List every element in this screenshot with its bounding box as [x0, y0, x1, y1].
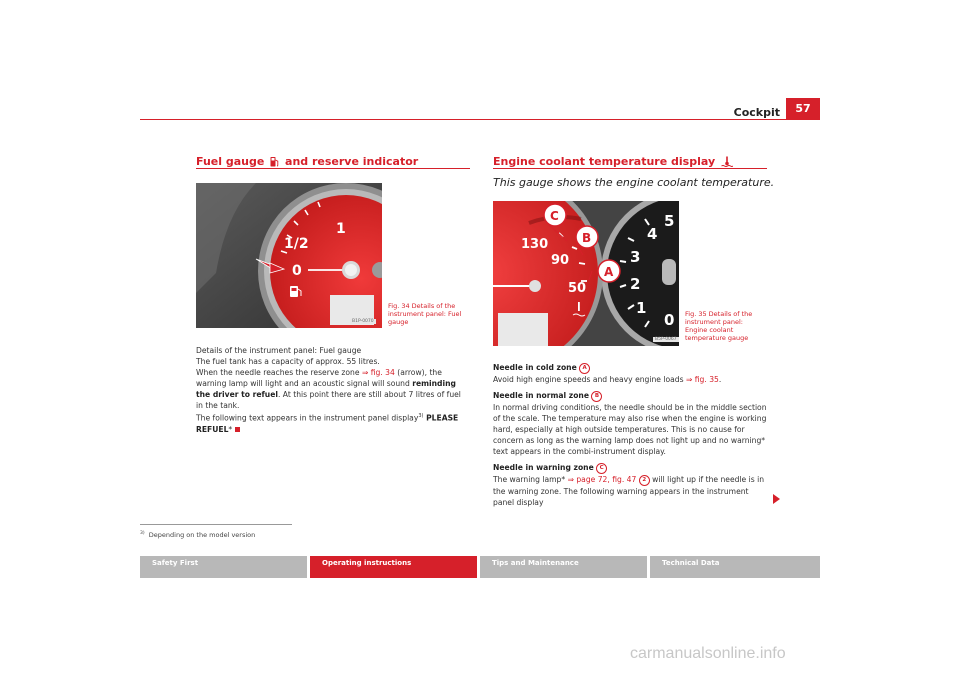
gauge-label-half: 1/2 [284, 236, 309, 252]
marker-2: 2 [639, 475, 650, 486]
cold-zone-text: Avoid high engine speeds and heavy engine loads ⇒ fig. 35. [493, 375, 722, 384]
callout-a: A [604, 265, 614, 279]
coolant-lead: This gauge shows the engine coolant temperature. [493, 176, 775, 189]
gauge-label-empty: 0 [292, 263, 302, 279]
page72-link[interactable]: ⇒ page 72, fig. 47 [567, 475, 637, 484]
temp-label-130: 130 [521, 237, 549, 252]
temp-label-50: 50 [568, 281, 587, 296]
rpm-label-5: 5 [664, 212, 675, 230]
fuel-heading-text-1: Fuel gauge [196, 155, 265, 168]
figure-image-code: B1P-0070 [352, 319, 374, 324]
temp-label-90: 90 [551, 253, 570, 268]
section-end-marker [235, 427, 240, 432]
rpm-label-0: 0 [664, 311, 675, 329]
cold-zone-heading: Needle in cold zone A [493, 362, 769, 374]
watermark: carmanualsonline.info [630, 645, 786, 662]
marker-a: A [579, 363, 590, 374]
fuel-gauge-figure [196, 183, 382, 328]
bottom-nav [140, 556, 820, 578]
callout-c: C [550, 209, 559, 223]
fuel-heading-rule [196, 168, 470, 169]
footnote: $^{3)}$ Depending on the model version [140, 531, 256, 540]
coolant-gauge-figure [493, 201, 679, 346]
fuel-paragraph: Details of the instrument panel: Fuel gauge [196, 346, 362, 355]
nav-tips-maintenance[interactable]: Tips and Maintenance [492, 559, 579, 567]
chapter-title: Cockpit [733, 106, 780, 119]
normal-zone-heading: Needle in normal zone B [493, 390, 769, 402]
fuel-heading-text-2: and reserve indicator [285, 155, 419, 168]
coolant-heading-rule [493, 168, 767, 169]
callout-b: B [582, 231, 592, 245]
rpm-label-2: 2 [630, 275, 641, 293]
warning-zone-heading: Needle in warning zone C [493, 462, 769, 474]
marker-c: C [596, 463, 607, 474]
fig34-link[interactable]: ⇒ fig. 34 [361, 368, 395, 377]
continue-arrow-icon [773, 494, 780, 504]
page-number: 57 [786, 98, 820, 120]
marker-b: B [591, 391, 602, 402]
fuel-paragraph: The fuel tank has a capacity of approx. 55 litres. [196, 357, 380, 366]
fig34-caption: Fig. 34 Details of the instrument panel: Fuel gauge [388, 302, 462, 326]
coolant-heading-text: Engine coolant temperature display [493, 155, 716, 168]
nav-technical-data[interactable]: Technical Data [662, 559, 720, 567]
fuel-paragraph: When the needle reaches the reserve zone ⇒ fig. 34 (arrow), the warning lamp will light and an acoustic signal will sound reminding the driver to refuel. At this point there are still about 7 litres of fuel in the tank. [196, 368, 461, 410]
rpm-label-4: 4 [647, 225, 658, 243]
footnote-rule [140, 524, 292, 525]
header-rule [140, 119, 820, 120]
fuel-body-text [196, 345, 470, 435]
rpm-label-1: 1 [636, 299, 647, 317]
footnote-ref: 3) [418, 413, 424, 419]
rpm-label-3: 3 [630, 248, 641, 266]
gauge-label-full: 1 [336, 221, 346, 237]
warning-zone-text: The warning lamp* ⇒ page 72, fig. 47 2 will light up if the needle is in the warning zone. The following warning appears in the instrument panel display [493, 475, 765, 507]
normal-zone-text: In normal driving conditions, the needle should be in the middle section of the scale. The temperature may also rise when the engine is working hard, especially at high outside temperatures. This is no cause for concern as long as the warning lamp does not light up and no warning* text appears in the combi-instrument display. [493, 403, 767, 456]
nav-safety-first[interactable]: Safety First [152, 559, 199, 567]
fuel-paragraph: The following text appears in the instrument panel display$^{3)}$ PLEASE REFUEL* [196, 413, 459, 434]
figure-image-code: B5P-0067 [655, 337, 677, 342]
fig35-link[interactable]: ⇒ fig. 35 [685, 375, 719, 384]
nav-operating-instructions[interactable]: Operating instructions [310, 556, 477, 578]
coolant-body-text [493, 362, 769, 508]
fig35-caption: Fig. 35 Details of the instrument panel: Engine coolant temperature gauge [685, 310, 753, 342]
